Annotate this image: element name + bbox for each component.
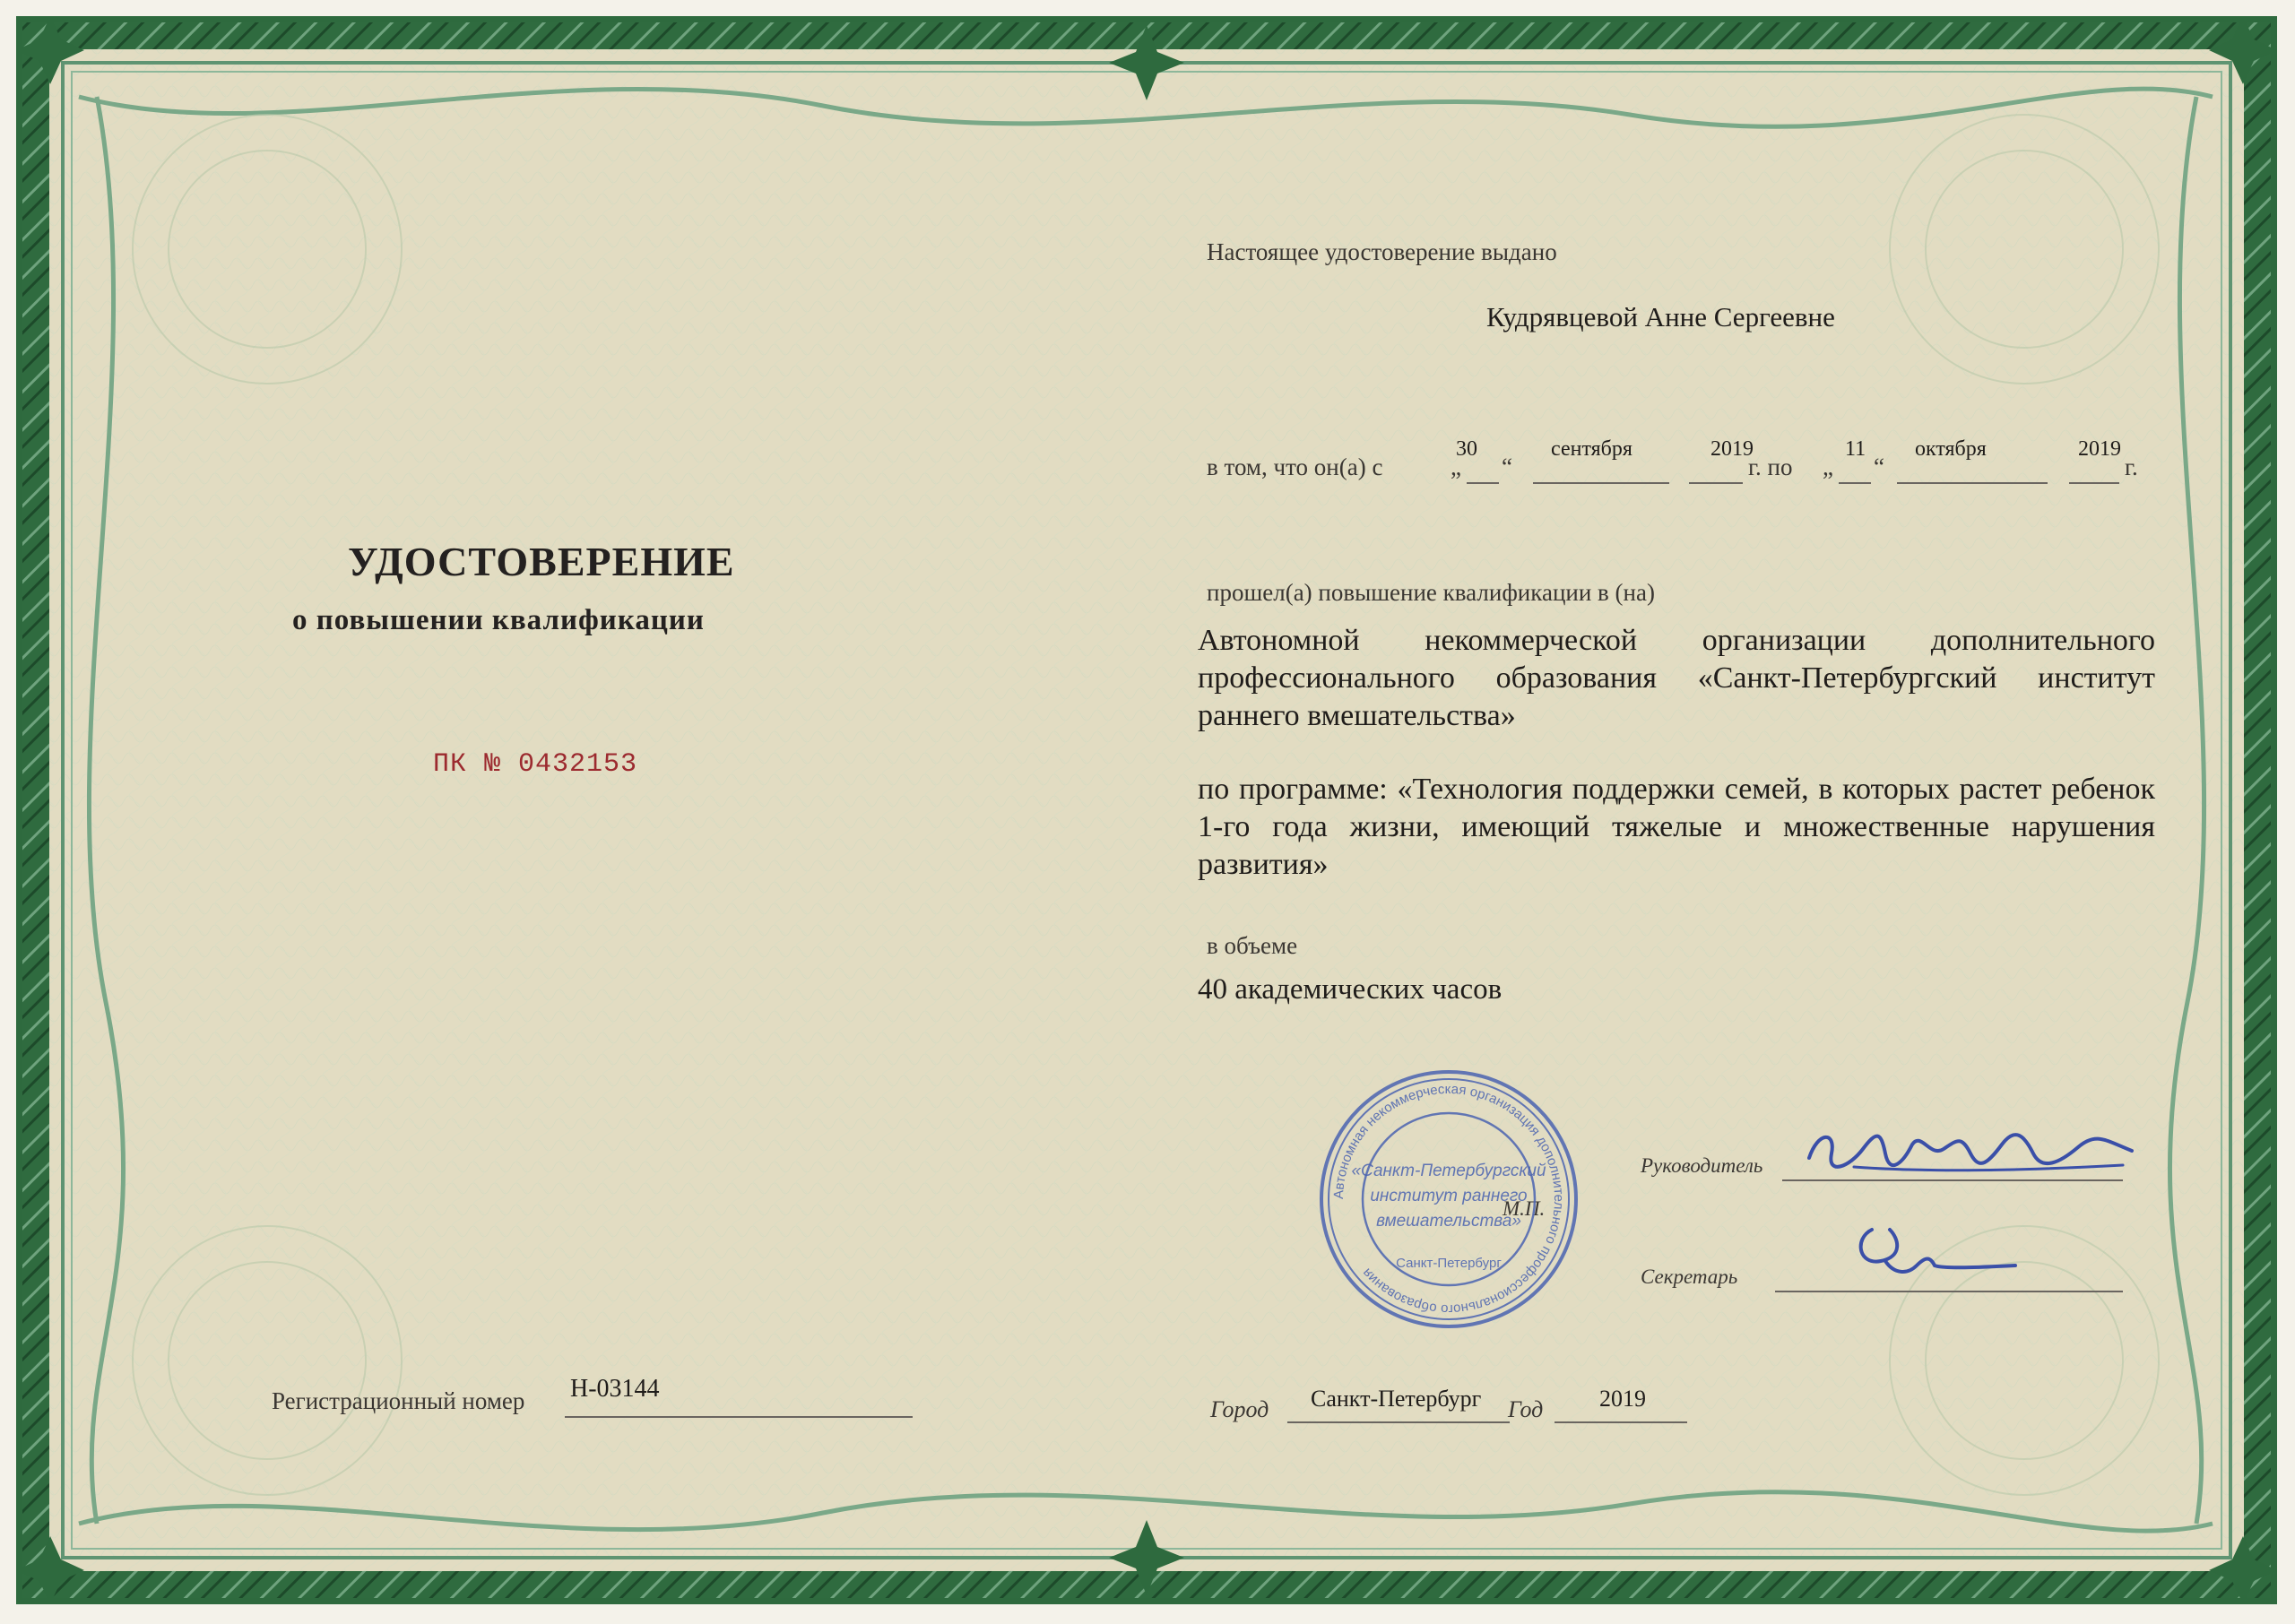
year-label: Год <box>1508 1396 1544 1422</box>
city-underline <box>1287 1421 1510 1423</box>
year-value: 2019 <box>1599 1386 1646 1412</box>
start-month: сентября <box>1551 437 1632 461</box>
document-title: УДОСТОВЕРЕНИЕ <box>348 539 735 584</box>
registration-label: Регистрационный номер <box>272 1387 525 1414</box>
training-label: прошел(а) повышение квалификации в (на) <box>1207 579 1655 606</box>
seal-center-line2: институт раннего <box>1370 1187 1528 1205</box>
volume-label: в объеме <box>1207 932 1298 959</box>
recipient-name: Кудрявцевой Анне Сергеевне <box>1486 301 1835 333</box>
city-value: Санкт-Петербург <box>1311 1386 1482 1412</box>
start-year: 2019 <box>1710 437 1754 461</box>
end-day-underline <box>1839 482 1871 484</box>
end-day: 11 <box>1845 437 1866 461</box>
serial-number: ПК № 0432153 <box>433 749 638 780</box>
end-month: октября <box>1915 437 1987 461</box>
start-quote-open: „ <box>1451 454 1461 480</box>
seal-center-line3: вмешательства» <box>1376 1212 1521 1231</box>
secretary-signature <box>1845 1212 2024 1292</box>
seal-ring-text: Автономная некоммерческая организация дополнительного профессионального образования <box>1330 1081 1567 1317</box>
secretary-label: Секретарь <box>1641 1266 1738 1288</box>
end-year-suffix: г. <box>2125 454 2138 480</box>
registration-number: Н-03144 <box>570 1375 660 1403</box>
end-year-underline <box>2069 482 2119 484</box>
institution-seal <box>1314 1065 1583 1334</box>
director-signature <box>1800 1113 2141 1185</box>
director-label: Руководитель <box>1641 1154 1763 1177</box>
period-prefix: в том, что он(а) с <box>1207 454 1383 480</box>
program-name: по программе: «Технология поддержки семей, в которых растет ребенок 1-го года жизни, имеющий тяжелые и множественные нарушения развития» <box>1198 773 2155 881</box>
start-quote-close: “ <box>1502 454 1512 480</box>
certificate <box>16 16 2277 1604</box>
organization-name: Автономной некоммерческой организации дополнительного профессионального образования «Санкт-Петербургский институт раннего вмешательства» <box>1198 624 2155 732</box>
end-month-underline <box>1897 482 2048 484</box>
volume-value: 40 академических часов <box>1198 973 1503 1006</box>
start-day-underline <box>1467 482 1499 484</box>
issued-label: Настоящее удостоверение выдано <box>1207 238 1557 265</box>
end-year: 2019 <box>2078 437 2121 461</box>
registration-underline <box>565 1416 913 1418</box>
seal-label: М.П. <box>1503 1197 1546 1220</box>
start-day: 30 <box>1456 437 1477 461</box>
end-quote-close: “ <box>1874 454 1884 480</box>
start-month-underline <box>1533 482 1669 484</box>
seal-center-line1: «Санкт-Петербургский <box>1351 1162 1546 1180</box>
seal-bottom-text: Санкт-Петербург <box>1396 1256 1502 1271</box>
bleed-through-watermark <box>316 639 327 687</box>
period-mid: г. по <box>1748 454 1793 480</box>
document-subtitle: о повышении квалификации <box>292 604 705 636</box>
start-year-underline <box>1689 482 1743 484</box>
year-underline <box>1555 1421 1687 1423</box>
city-label: Город <box>1210 1396 1269 1422</box>
end-quote-open: „ <box>1823 454 1833 480</box>
